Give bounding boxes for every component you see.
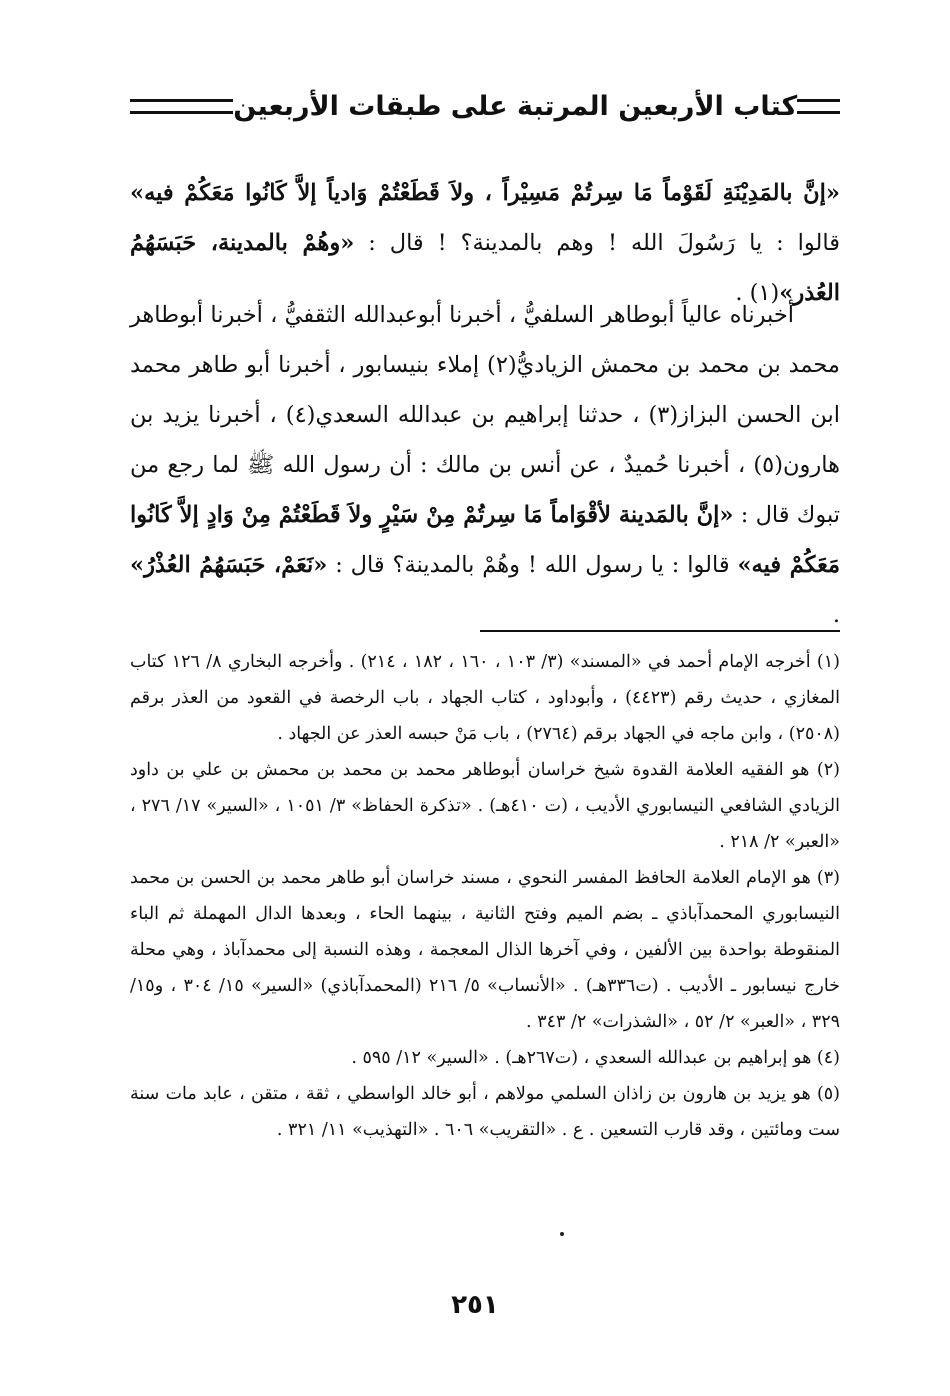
narration-text: . xyxy=(832,602,840,628)
footnote-1: (١) أخرجه الإمام أحمد في «المسند» (٣/ ١٠٣ ، ١٦٠ ، ١٨٢ ، ٢١٤) . وأخرجه البخاري ٨/ ١٢٦ كتاب المغازي ، حديث رقم (٤٤٢٣) ، وأبوداود ، كتاب الجهاد ، باب الرخصة في القعود من العذر برقم (٢٥٠٨) ، وابن ماجه في الجهاد برقم (٢٧٦٤) ، باب مَنْ حبسه العذر عن الجهاد . xyxy=(130,652,840,744)
page-number: ٢٥١ xyxy=(451,1290,499,1320)
footnote-separator xyxy=(480,630,840,632)
hadith-quote: «إنَّ بالمَدينة لأقْوَاماً مَا سِرتُمْ مِنْ سَيْرٍ ولاَ قَطَعْتُمْ مِنْ وَادٍ إلاَّ كَانُوا مَعَكُمْ فيه» xyxy=(130,502,841,578)
running-header xyxy=(130,84,840,128)
footnote-3: (٣) هو الإمام العلامة الحافظ المفسر النحوي ، مسند خراسان أبو طاهر محمد بن الحسن بن محمد النيسابوري المحمدآباذي ـ بضم الميم وفتح الثانية ، بينهما الحاء ، وبعدها الدال المهملة ثم الباء المنقوطة بواحدة بين الألفين ، وفي آخرها الذال المعجمة ، وهذه النسبة إلى محمدآباذ ، وهي محلة خارج نيسابور ـ الأديب . (ت٣٣٦هـ) . «الأنساب» ٥/ ٢١٦ (المحمدآباذي) «السير» ١٥/ ٣٠٤ ، و١٥/ ٣٢٩ ، «العبر» ٢/ ٥٢ ، «الشذرات» ٢/ ٣٤٣ . xyxy=(130,868,841,1032)
hadith-quote: «نَعَمْ، حَبَسَهُمُ العُذْرُ» xyxy=(130,552,328,578)
isnad-text: أخبرناه عالياً أبوطاهر السلفيُّ ، أخبرنا أبوعبدالله الثقفيُّ ، أخبرنا أبوطاهر محمد بن محمد بن محمش الزياديُّ(٢) إملاء بنيسابور ، أخبرنا أبو طاهر محمد ابن الحسن البزاز(٣) ، حدثنا إبراهيم بن عبدالله السعدي(٤) ، أخبرنا يزيد بن هارون(٥) ، أخبرنا حُميدٌ ، عن أنس بن مالك : أن رسول الله ﷺ لما رجع من تبوك قال : xyxy=(130,302,841,528)
footnote-5: (٥) هو يزيد بن هارون بن زاذان السلمي مولاهم ، أبو خالد الواسطي ، ثقة ، متقن ، عابد مات سنة ست ومائتين ، وقد قارب التسعين . ع . «التقريب» ٦٠٦ . «التهذيب» ١١/ ٣٢١ . xyxy=(130,1084,840,1140)
header-rule-right xyxy=(797,99,840,114)
paragraph-2 xyxy=(130,290,840,640)
footnote-2: (٢) هو الفقيه العلامة القدوة شيخ خراسان أبوطاهر محمد بن محمد بن محمش بن علي بن داود الزيادي الشافعي النيسابوري الأديب ، (ت ٤١٠هـ) . «تذكرة الحفاظ» ٣/ ١٠٥١ ، «السير» ١٧/ ٢٧٦ ، «العبر» ٢/ ٢١٨ . xyxy=(130,760,840,852)
hadith-quote: «إنَّ بالمَدِيْنَةِ لَقَوْماً مَا سِرتُمْ مَسِيْراً ، ولاَ قَطَعْتُمْ وَادياً إلاَّ كَانُوا مَعَكُمْ فيه» xyxy=(130,180,840,206)
footnotes xyxy=(130,644,840,1148)
footnote-ref: (١) . xyxy=(735,280,780,306)
hadith-quote: «وهُمْ بالمدينة، حَبَسَهُمُ العُذر» xyxy=(130,230,840,306)
footnote-4: (٤) هو إبراهيم بن عبدالله السعدي ، (ت٢٦٧هـ) . «السير» ١٢/ ٥٩٥ . xyxy=(351,1048,840,1068)
header-title: كتاب الأربعين المرتبة على طبقات الأربعين xyxy=(233,90,798,122)
ink-dot xyxy=(560,1232,564,1236)
header-rule-left xyxy=(130,99,233,114)
narration-text: قالوا : يا رسول الله ! وهُمْ بالمدينة؟ قال : xyxy=(327,552,738,578)
narration-text: قالوا : يا رَسُولَ الله ! وهم بالمدينة؟ ! قال : xyxy=(354,230,841,256)
